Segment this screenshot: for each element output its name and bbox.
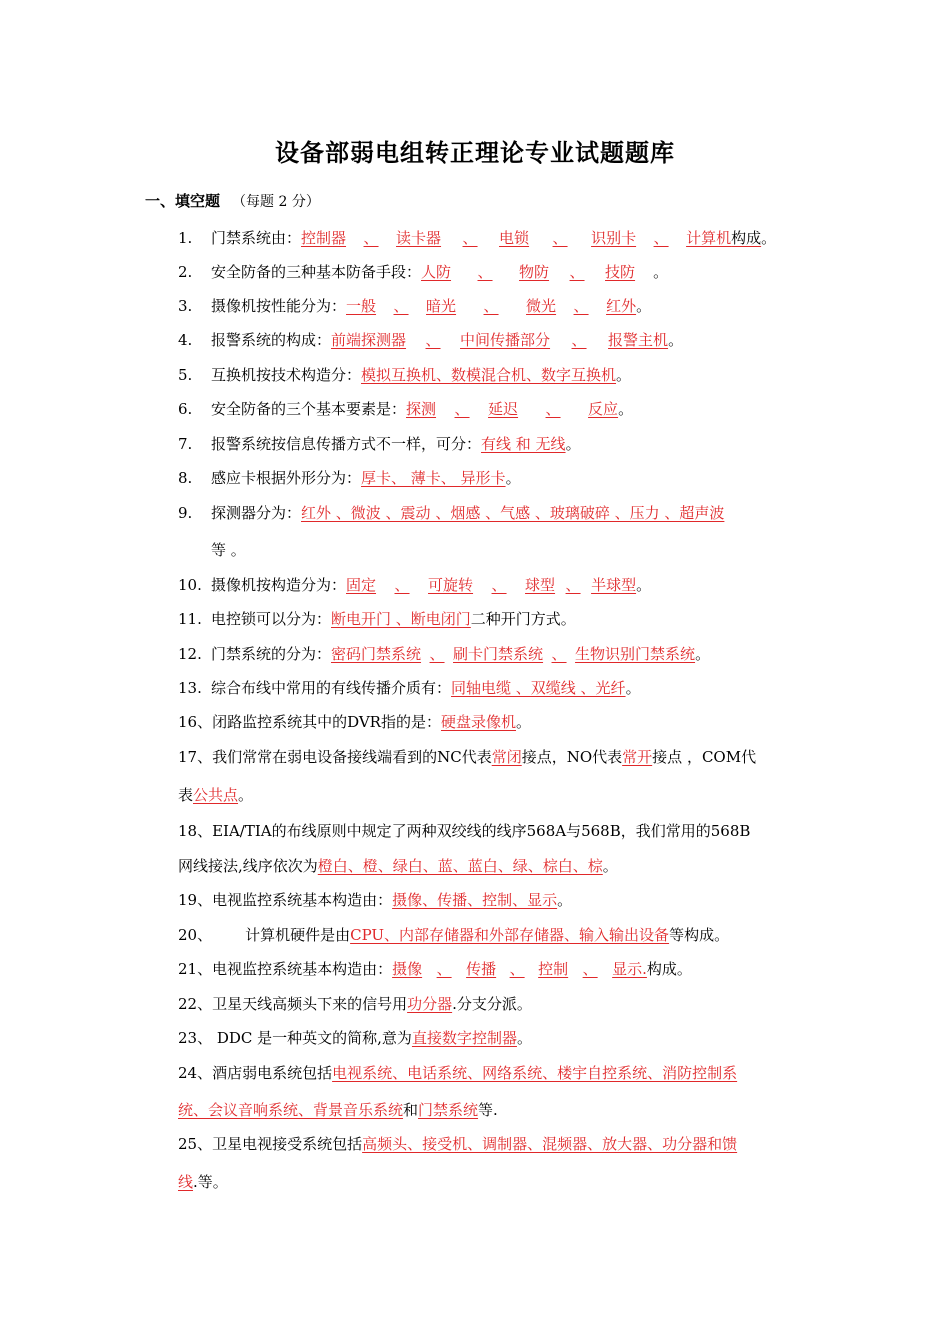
question-text: 报警系统按信息传播方式不一样，可分：: [211, 435, 482, 453]
answer-sep: 、: [509, 960, 525, 978]
answer-sep: 、: [565, 576, 581, 594]
question-24: [178, 1063, 737, 1083]
answer: 传播: [466, 960, 497, 978]
answer: 人防: [421, 263, 452, 281]
question-number: 3.: [178, 297, 193, 315]
answer: 统、会议音响系统、背景音乐系统: [178, 1101, 404, 1119]
question-number: 5.: [178, 366, 193, 384]
question-1: [178, 228, 776, 248]
answer-sep: 、: [393, 297, 409, 315]
section-title: 一、填空题: [145, 192, 221, 210]
question-text: 25、卫星电视接受系统包括: [178, 1135, 363, 1153]
answer-sep: 、: [425, 331, 441, 349]
answer-sep: 、: [491, 576, 507, 594]
question-text: 。: [636, 576, 652, 594]
question-number: 2.: [178, 263, 193, 281]
answer-sep: 、: [569, 263, 585, 281]
answer-sep: 、: [551, 645, 567, 663]
answer: 读卡器: [396, 229, 442, 247]
answer: 暗光: [426, 297, 457, 315]
question-text: 19、电视监控系统基本构造由：: [178, 891, 393, 909]
question-21: [178, 959, 692, 979]
answer: 报警主机: [608, 331, 669, 349]
question-number: 1.: [178, 229, 193, 247]
answer: 微光: [526, 297, 557, 315]
answer: 门禁系统: [418, 1101, 479, 1119]
question-text: 门禁系统的分为：: [211, 645, 332, 663]
question-text: 安全防备的三个基本要素是：: [211, 400, 407, 418]
question-number: 9.: [178, 504, 193, 522]
question-text: 综合布线中常用的有线传播介质有：: [211, 679, 452, 697]
question-18: [178, 821, 750, 841]
question-11: [178, 609, 576, 629]
question-text: 报警系统的构成：: [211, 331, 332, 349]
question-2: [178, 262, 668, 282]
answer: 半球型: [591, 576, 637, 594]
answer: 模拟互换机、数模混合机、数字互换机: [361, 366, 617, 384]
answer: 可旋转: [428, 576, 474, 594]
answer: 红外 、微波 、震动 、烟感 、气感 、玻璃破碎 、压力 、超声波: [301, 504, 725, 522]
answer-sep: 、: [483, 297, 499, 315]
question-text: 。: [557, 891, 573, 909]
question-text: 摄像机按构造分为：: [211, 576, 347, 594]
answer: 高频头、接受机、调制器、混频器、放大器、功分器和馈: [362, 1135, 738, 1153]
answer-sep: 、: [545, 400, 561, 418]
answer-sep: 、: [454, 400, 470, 418]
question-text: 二种开门方式。: [470, 610, 576, 628]
question-text: 。: [668, 331, 684, 349]
answer: 中间传播部分: [460, 331, 551, 349]
page-title: 设备部弱电组转正理论专业试题题库: [275, 139, 675, 167]
question-text: 等.: [478, 1101, 498, 1119]
question-19: [178, 890, 572, 910]
question-text: 。: [695, 645, 711, 663]
answer: 电视系统、电话系统、网络系统、楼宇自控系统、消防控制系: [332, 1064, 738, 1082]
question-text: 23、 DDC 是一种英文的简称,意为: [178, 1029, 412, 1047]
answer: 摄像、传播、控制、显示: [392, 891, 558, 909]
question-text: 。: [602, 857, 618, 875]
answer: 直接数字控制器: [411, 1029, 517, 1047]
answer: 反应: [588, 400, 619, 418]
question-17: [178, 747, 756, 767]
question-text: 网线接法,线序依次为: [178, 857, 318, 875]
question-number: 12.: [178, 645, 202, 663]
question-number: 7.: [178, 435, 193, 453]
question-22: [178, 994, 532, 1014]
answer-sep: 、: [571, 331, 587, 349]
answer: 固定: [346, 576, 377, 594]
question-16: [178, 712, 531, 732]
answer: 有线 和 无线: [481, 435, 566, 453]
question-text: 。: [505, 469, 521, 487]
question-text: 电控锁可以分为：: [211, 610, 332, 628]
answer: 显示.: [612, 960, 647, 978]
answer: 识别卡: [591, 229, 637, 247]
question-text: 门禁系统由：: [211, 229, 302, 247]
answer-sep: 、: [462, 229, 478, 247]
answer-sep: 、: [573, 297, 589, 315]
question-text: 20、: [178, 926, 213, 944]
answer: 摄像: [392, 960, 423, 978]
question-text: 安全防备的三种基本防备手段：: [211, 263, 422, 281]
question-3: [178, 296, 651, 316]
answer: 计算机: [686, 229, 732, 247]
question-13: [178, 678, 641, 698]
question-text: 构成。: [646, 960, 692, 978]
answer: 构成: [731, 229, 762, 247]
question-25: [178, 1134, 737, 1154]
answer-sep: 、: [436, 960, 452, 978]
question-text: 22、卫星天线高频头下来的信号用: [178, 995, 408, 1013]
question-number: 4.: [178, 331, 193, 349]
question-text: 。: [616, 366, 632, 384]
answer: 延迟: [488, 400, 519, 418]
question-12: [178, 644, 710, 664]
answer-sep: 、: [394, 576, 410, 594]
question-10: [178, 575, 651, 595]
question-text: 和: [403, 1101, 419, 1119]
section-note: （每题 2 分）: [232, 194, 320, 210]
question-text: 。: [636, 297, 652, 315]
question-text: 表: [178, 786, 194, 804]
answer: 球型: [525, 576, 556, 594]
answer: 生物识别门禁系统: [575, 645, 696, 663]
question-number: 8.: [178, 469, 193, 487]
question-24-continuation: [178, 1100, 498, 1120]
question-text: 。: [761, 229, 777, 247]
answer: 技防: [605, 263, 636, 281]
question-text: 互换机按技术构造分：: [211, 366, 362, 384]
answer: 功分器: [407, 995, 453, 1013]
answer: 线: [178, 1173, 194, 1191]
question-text: 17、我们常常在弱电设备接线端看到的NC代表: [178, 748, 492, 766]
answer: 常闭: [491, 748, 522, 766]
answer: 电锁: [499, 229, 530, 247]
question-text: 摄像机按性能分为：: [211, 297, 347, 315]
question-text: 。: [565, 435, 581, 453]
question-text: 探测器分为：: [211, 504, 302, 522]
answer-sep: 、: [582, 960, 598, 978]
section-heading: [145, 190, 320, 211]
question-25-continuation: [178, 1172, 228, 1192]
question-9-continuation: [211, 540, 246, 560]
question-text: 。: [653, 263, 669, 281]
question-text: 21、电视监控系统基本构造由：: [178, 960, 393, 978]
answer: 控制: [538, 960, 569, 978]
answer: 红外: [606, 297, 637, 315]
question-text: 。: [516, 713, 532, 731]
question-17-continuation: [178, 785, 253, 805]
answer: 公共点: [193, 786, 239, 804]
answer-sep: 、: [552, 229, 568, 247]
answer-sep: 、: [653, 229, 669, 247]
question-number: 10.: [178, 576, 202, 594]
question-number: 6.: [178, 400, 193, 418]
answer-sep: 、: [429, 645, 445, 663]
answer: 橙白、橙、绿白、蓝、蓝白、绿、棕白、棕: [317, 857, 603, 875]
question-6: [178, 399, 633, 419]
question-text: 16、闭路监控系统其中的DVR指的是：: [178, 713, 441, 731]
answer: 断电开门 、断电闭门: [331, 610, 471, 628]
answer: 物防: [519, 263, 550, 281]
question-text: 。: [516, 1029, 532, 1047]
question-text: 计算机硬件是由: [245, 926, 351, 944]
answer: 一般: [346, 297, 377, 315]
question-number: 11.: [178, 610, 202, 628]
question-text: 24、酒店弱电系统包括: [178, 1064, 333, 1082]
question-text: 接点，NO代表: [521, 748, 623, 766]
question-5: [178, 365, 631, 385]
question-4: [178, 330, 683, 350]
answer: CPU、内部存储器和外部存储器、输入输出设备: [350, 926, 670, 944]
answer-sep: 、: [477, 263, 493, 281]
question-number: 13.: [178, 679, 202, 697]
answer: 常开: [622, 748, 653, 766]
answer: 同轴电缆 、双缆线 、光纤: [451, 679, 626, 697]
question-18-continuation: [178, 856, 618, 876]
question-text: 18、EIA/TIA的布线原则中规定了两种双绞线的线序568A与568B，我们常用的568B: [178, 822, 751, 840]
answer: 刷卡门禁系统: [453, 645, 544, 663]
question-20: [178, 925, 729, 945]
answer: 密码门禁系统: [331, 645, 422, 663]
question-7: [178, 434, 581, 454]
question-text: 。: [618, 400, 634, 418]
question-text: 等构成。: [669, 926, 730, 944]
question-text: 感应卡根据外形分为：: [211, 469, 362, 487]
question-8: [178, 468, 521, 488]
question-9: [178, 503, 724, 523]
answer-sep: 、: [363, 229, 379, 247]
answer: 控制器: [301, 229, 347, 247]
question-text: 等 。: [211, 541, 246, 559]
answer: 探测: [406, 400, 437, 418]
answer: 硬盘录像机: [440, 713, 516, 731]
question-text: .分支分派。: [452, 995, 532, 1013]
question-text: 接点 ，COM代: [652, 748, 757, 766]
question-text: .等。: [193, 1173, 228, 1191]
answer: 厚卡、 薄卡、 异形卡: [361, 469, 506, 487]
question-text: 。: [238, 786, 254, 804]
answer: 前端探测器: [331, 331, 407, 349]
question-text: 。: [625, 679, 641, 697]
question-23: [178, 1028, 532, 1048]
